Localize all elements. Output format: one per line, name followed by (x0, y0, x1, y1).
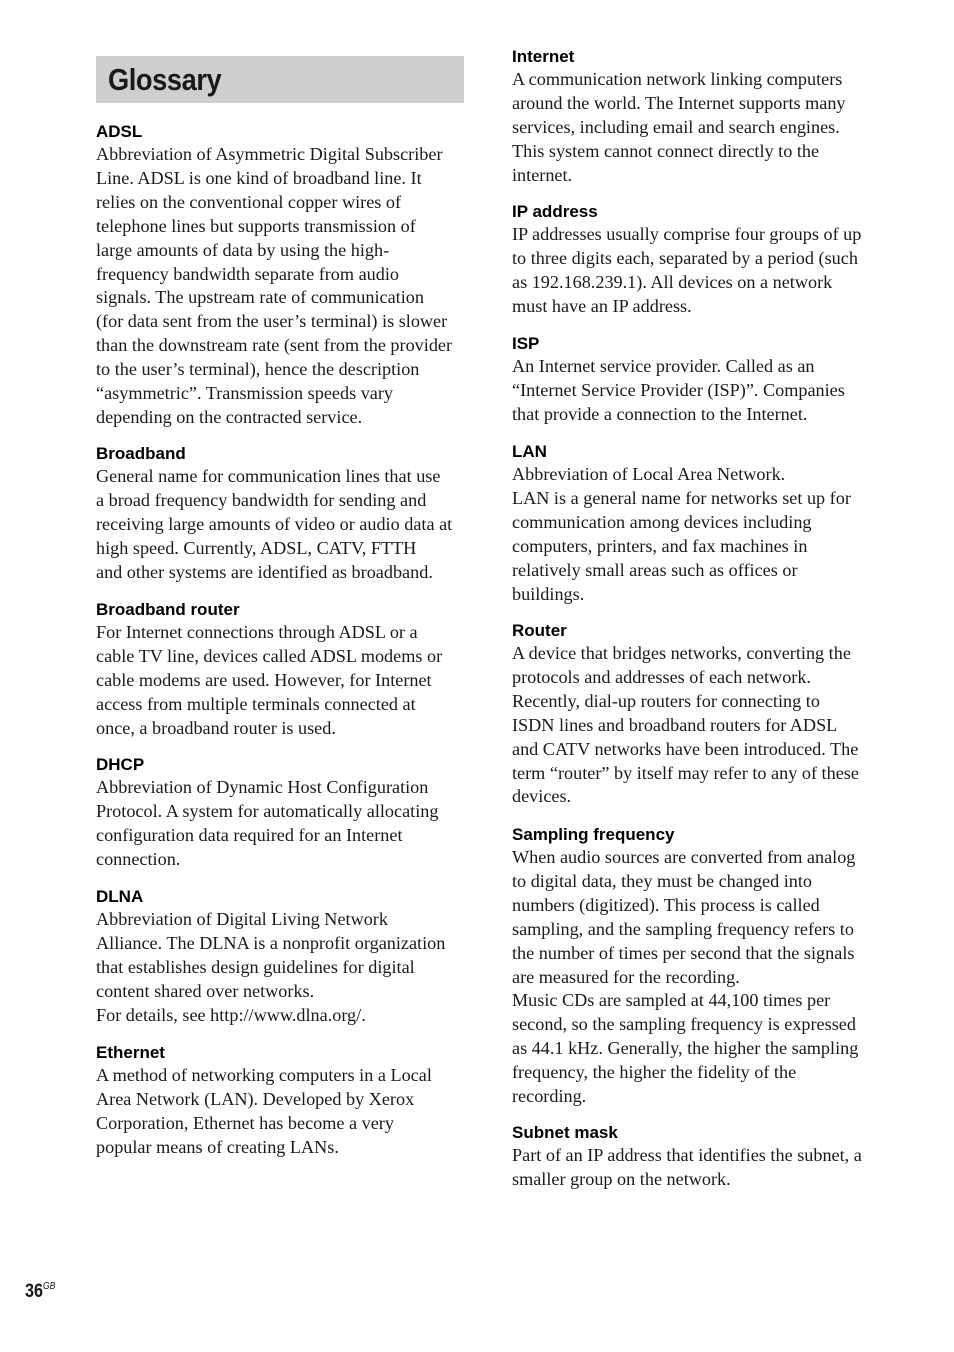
term-heading: Ethernet (96, 1043, 165, 1062)
glossary-entry-isp (512, 333, 845, 427)
term-heading: Broadband (96, 444, 186, 463)
term-definition: Abbreviation of Local Area Network. LAN is a general name for networks set up for communication among devices including computers, printers, and fax machines in relatively small areas such as offices or buildings. (512, 464, 851, 604)
glossary-entry-router (512, 620, 859, 809)
glossary-entry-internet (512, 46, 846, 188)
term-heading: Broadband router (96, 600, 240, 619)
term-definition: An Internet service provider. Called as an “Internet Service Provider (ISP)”. Companies that provide a connection to the Internet. (512, 356, 845, 424)
glossary-entry-dhcp (96, 754, 438, 872)
page-title: Glossary (108, 62, 222, 97)
glossary-entry-broadband-router (96, 599, 442, 741)
glossary-entry-sampling-frequency (512, 824, 858, 1109)
term-heading: ADSL (96, 122, 143, 141)
glossary-entry-ip-address (512, 201, 861, 319)
term-definition: For Internet connections through ADSL or a cable TV line, devices called ADSL modems or cable modems are used. However, for Internet access from multiple terminals connected at once, a broadband router is used. (96, 622, 443, 738)
term-definition: IP addresses usually comprise four groups of up to three digits each, separated by a period (such as 192.168.239.1). All devices on a network must have an IP address. (512, 224, 862, 316)
term-heading: DHCP (96, 755, 145, 774)
term-definition: When audio sources are converted from analog to digital data, they must be changed into numbers (digitized). This process is called sampling, and the sampling frequency refers to the number of times per second that the signals are measured for the recording. Music CDs are sampled at 44,100 times per second, so the sampling frequency is expressed as 44.1 kHz. Generally, the higher the sampling frequency, the higher the fidelity of the recording. (512, 847, 859, 1107)
term-definition: Abbreviation of Digital Living Network Alliance. The DLNA is a nonprofit organization that establishes design guidelines for digital content shared over networks. For details, see http://www.dlna.org/. (96, 909, 446, 1025)
term-heading: DLNA (96, 887, 144, 906)
glossary-entry-dlna (96, 886, 445, 1028)
term-heading: Sampling frequency (512, 825, 675, 844)
term-heading: IP address (512, 202, 598, 221)
term-heading: Router (512, 621, 567, 640)
page-number (25, 1281, 55, 1303)
term-definition: A method of networking computers in a Local Area Network (LAN). Developed by Xerox Corporation, Ethernet has become a very popular means of creating LANs. (96, 1065, 432, 1157)
term-definition: Abbreviation of Dynamic Host Configuration Protocol. A system for automatically allocating configuration data required for an Internet connection. (96, 777, 439, 869)
glossary-entry-adsl (96, 121, 452, 430)
term-heading: LAN (512, 442, 547, 461)
term-definition: Part of an IP address that identifies the subnet, a smaller group on the network. (512, 1145, 862, 1189)
term-definition: General name for communication lines that use a broad frequency bandwidth for sending and receiving large amounts of video or audio data at high speed. Currently, ADSL, CATV, FTTH and other systems are identified as broadband. (96, 466, 453, 582)
term-heading: Subnet mask (512, 1123, 618, 1142)
glossary-entry-ethernet (96, 1042, 432, 1160)
term-definition: A communication network linking computers around the world. The Internet supports many services, including email and search engines. This system cannot connect directly to the internet. (512, 69, 846, 185)
page-number-suffix: GB (42, 1281, 56, 1292)
glossary-title-bar (96, 56, 464, 103)
page-number-value: 36 (25, 1281, 43, 1302)
glossary-entry-subnet-mask (512, 1122, 862, 1192)
term-heading: ISP (512, 334, 540, 353)
term-definition: A device that bridges networks, converting the protocols and addresses of each network. Recently, dial-up routers for connecting to ISDN lines and broadband routers for ADSL and CATV networks have been introduced. The term “router” by itself may refer to any of these devices. (512, 643, 859, 807)
glossary-entry-broadband (96, 443, 452, 585)
term-definition: Abbreviation of Asymmetric Digital Subscriber Line. ADSL is one kind of broadband line. It relies on the conventional copper wires of telephone lines but supports transmission of large amounts of data by using the high- frequency bandwidth separate from audio signals. The upstream rate of communication (for data sent from the user’s terminal) is slower than the downstream rate (sent from the provider to the user’s terminal), hence the description “asymmetric”. Transmission speeds vary depending on the contracted service. (96, 144, 453, 427)
term-heading: Internet (512, 47, 575, 66)
glossary-entry-lan (512, 441, 851, 606)
